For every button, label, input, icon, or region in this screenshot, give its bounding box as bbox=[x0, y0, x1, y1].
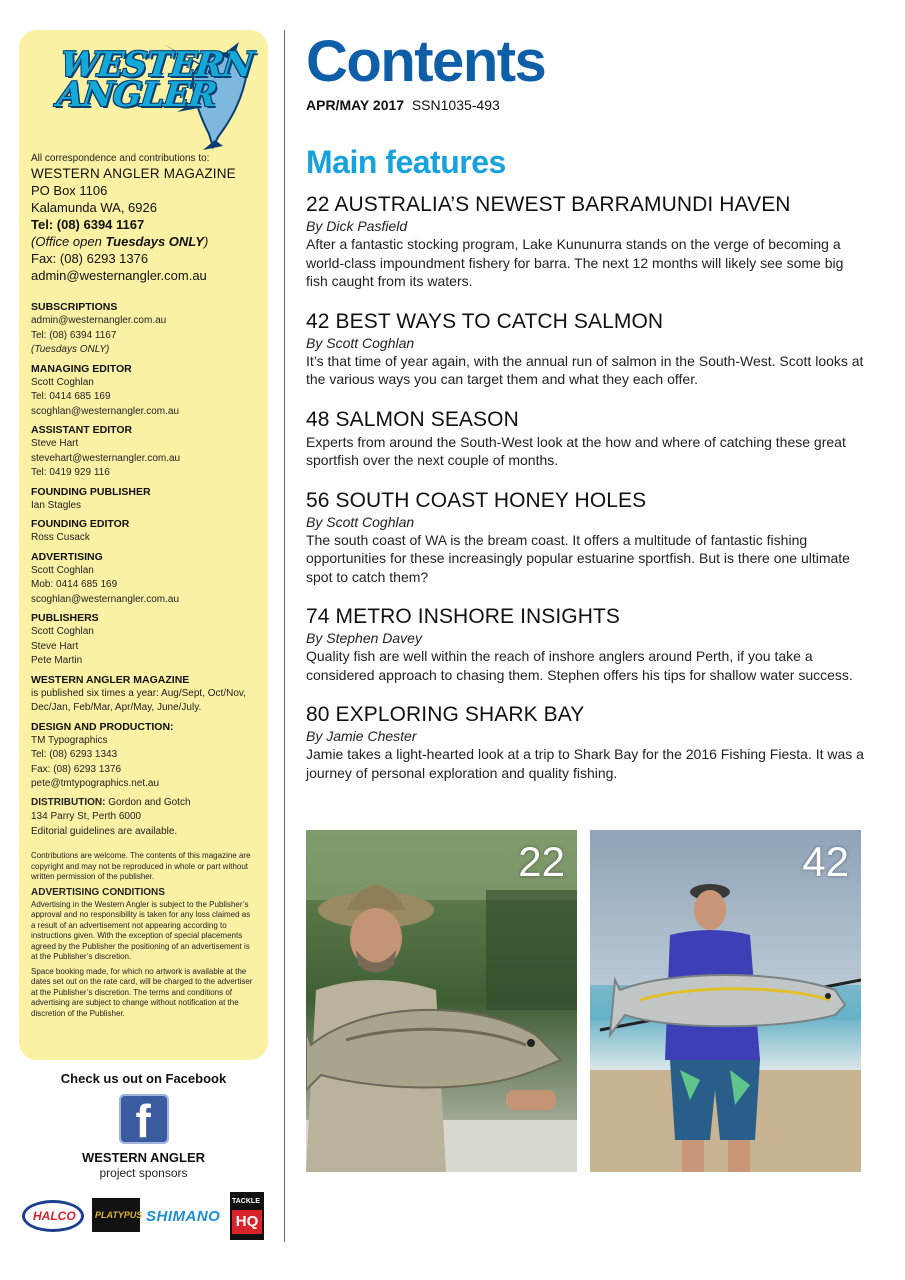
issue-line bbox=[306, 96, 866, 114]
article-item[interactable] bbox=[306, 407, 866, 470]
article-author: By Dick Pasfield bbox=[306, 218, 408, 234]
contents-main bbox=[306, 29, 866, 800]
article-item[interactable] bbox=[306, 309, 866, 389]
staff-heading: SUBSCRIPTIONS bbox=[31, 301, 118, 313]
page-title: Contents bbox=[306, 29, 546, 94]
staff-heading: WESTERN ANGLER MAGAZINE bbox=[31, 673, 190, 686]
staff-line: Scott Coghlan bbox=[31, 564, 94, 576]
staff-line[interactable]: scoghlan@westernangler.com.au bbox=[31, 405, 180, 417]
article-description: Experts from around the South-West look at the how and where of catching these great sportfish over the next couple of months. bbox=[306, 433, 846, 468]
staff-line: Tel: 0419 929 116 bbox=[31, 467, 110, 478]
article-title: 42 BEST WAYS TO CATCH SALMON bbox=[306, 309, 664, 333]
staff-section-assistant-editor bbox=[31, 423, 256, 481]
article-list bbox=[306, 192, 866, 782]
main-features-heading: Main features bbox=[306, 144, 506, 180]
staff-line: Tel: 0414 685 169 bbox=[31, 391, 111, 402]
column-divider bbox=[284, 30, 285, 1242]
ad-conditions-text: Advertising in the Western Angler is subject to the Publisher’s approval and no responsibility is taken for any loss claimed as a result of an advertisement not appearing according to instructions given. With the exception of special placements agreed by the Publisher the positioning of an advertisement is at the Publisher’s discretion. bbox=[31, 899, 251, 961]
halco-logo: HALCO bbox=[22, 1200, 84, 1232]
article-item[interactable] bbox=[306, 488, 866, 587]
staff-section-founding-editor bbox=[31, 517, 256, 546]
sponsors-subtitle: project sponsors bbox=[99, 1166, 188, 1180]
contact-block bbox=[31, 165, 256, 284]
staff-line: TM Typographics bbox=[31, 734, 108, 746]
staff-line: Tel: (08) 6394 1167 bbox=[31, 329, 117, 341]
article-description: Quality fish are well within the reach of inshore anglers around Perth, if you take a considered approach to chasing them. Stephen offers his tips for shallow water success. bbox=[306, 648, 853, 683]
staff-line: Ross Cusack bbox=[31, 532, 90, 543]
contact-email[interactable]: admin@westernangler.com.au bbox=[31, 268, 207, 283]
article-author: By Stephen Davey bbox=[306, 630, 422, 646]
staff-section-design bbox=[31, 720, 256, 792]
staff-line[interactable]: pete@tmtypographics.net.au bbox=[31, 778, 160, 789]
legal-notes bbox=[31, 851, 256, 1019]
article-description: The south coast of WA is the bream coast. It offers a multitude of fantastic fishing opportunities for these increasingly popular estuarine sportfish. But is there one ultimate spot to catch them? bbox=[306, 531, 850, 585]
space-booking-text: Space booking made, for which no artwork is available at the dates set out on the rate card, will be charged to the advertiser at the Publisher’s discretion. The terms and conditions of advertising are subject to change without notification at the discretion of the Publisher. bbox=[31, 966, 253, 1018]
shimano-logo: SHIMANO bbox=[146, 1208, 221, 1225]
staff-heading: FOUNDING PUBLISHER bbox=[31, 485, 151, 498]
staff-section-founding-publisher bbox=[31, 485, 256, 514]
article-title: 56 SOUTH COAST HONEY HOLES bbox=[306, 488, 647, 512]
staff-line[interactable]: scoghlan@westernangler.com.au bbox=[31, 593, 180, 605]
article-title: 74 METRO INSHORE INSIGHTS bbox=[306, 605, 621, 628]
staff-line: Fax: (08) 6293 1376 bbox=[31, 763, 122, 775]
staff-line: 134 Parry St, Perth 6000 bbox=[31, 811, 142, 822]
staff-line: Editorial guidelines are available. bbox=[31, 825, 178, 837]
staff-section-advertising bbox=[31, 550, 256, 608]
fax-number: Fax: (08) 6293 1376 bbox=[31, 251, 149, 266]
facebook-icon[interactable]: f bbox=[119, 1094, 169, 1144]
staff-line: (Tuesdays ONLY) bbox=[31, 344, 110, 355]
staff-line: Scott Coghlan bbox=[31, 376, 94, 388]
staff-heading: ASSISTANT EDITOR bbox=[31, 424, 133, 436]
office-hours: (Office open Tuesdays ONLY) bbox=[31, 234, 209, 249]
staff-directory bbox=[31, 300, 256, 839]
article-title: 80 EXPLORING SHARK BAY bbox=[306, 703, 585, 726]
contact-intro: All correspondence and contributions to: bbox=[31, 153, 210, 164]
city-address: Kalamunda WA, 6926 bbox=[31, 200, 157, 215]
article-author: By Jamie Chester bbox=[306, 728, 417, 744]
phone-number: Tel: (08) 6394 1167 bbox=[31, 217, 145, 232]
staff-section-publishers bbox=[31, 611, 256, 669]
issn: SSN1035-493 bbox=[411, 97, 500, 113]
sponsor-logos bbox=[20, 1192, 270, 1242]
article-title: 48 SALMON SEASON bbox=[306, 407, 519, 431]
photo-page-number: 22 bbox=[518, 838, 565, 885]
issue-date: APR/MAY 2017 bbox=[306, 97, 405, 113]
staff-line: Dec/Jan, Feb/Mar, Apr/May, June/July. bbox=[31, 702, 202, 713]
staff-section-distribution bbox=[31, 796, 256, 840]
po-box: PO Box 1106 bbox=[31, 183, 108, 198]
article-description: After a fantastic stocking program, Lake Kununurra stands on the verge of becoming a world-class impoundment fishery for barra. The next 12 months will likely see some big fish caught from its waters. bbox=[306, 236, 844, 289]
salmon-photo[interactable] bbox=[590, 830, 861, 1172]
article-item[interactable] bbox=[306, 192, 866, 291]
staff-line[interactable]: stevehart@westernangler.com.au bbox=[31, 452, 181, 464]
staff-heading: DESIGN AND PRODUCTION: bbox=[31, 720, 174, 733]
staff-line: Pete Martin bbox=[31, 655, 83, 666]
contributions-note: Contributions are welcome. The contents of this magazine are copyright and may not be reproduced in whole or part without written permission of the publisher. bbox=[31, 851, 251, 881]
staff-heading: ADVERTISING bbox=[31, 550, 103, 563]
staff-line: Steve Hart bbox=[31, 640, 79, 652]
photo-page-number: 42 bbox=[802, 838, 849, 885]
staff-section-schedule bbox=[31, 673, 256, 716]
masthead-sidebar bbox=[19, 30, 268, 1060]
article-item[interactable] bbox=[306, 604, 866, 684]
article-item[interactable] bbox=[306, 702, 866, 782]
article-author: By Scott Coghlan bbox=[306, 334, 415, 351]
logo-wordmark: WESTERN ANGLER bbox=[55, 45, 255, 115]
staff-line[interactable]: admin@westernangler.com.au bbox=[31, 315, 167, 326]
facebook-title: Check us out on Facebook bbox=[60, 1071, 227, 1086]
staff-line: Scott Coghlan bbox=[31, 626, 94, 637]
tackle-hq-logo: TACKLE HQ bbox=[230, 1192, 264, 1240]
staff-heading: PUBLISHERS bbox=[31, 612, 99, 624]
western-angler-logo bbox=[53, 42, 253, 150]
staff-line: Tel: (08) 6293 1343 bbox=[31, 749, 118, 760]
staff-section-managing-editor bbox=[31, 362, 256, 420]
magazine-name: WESTERN ANGLER MAGAZINE bbox=[31, 166, 236, 181]
facebook-promo bbox=[19, 1070, 268, 1181]
staff-line: Mob: 0414 685 169 bbox=[31, 579, 118, 590]
platypus-logo: PLATYPUS bbox=[92, 1198, 140, 1232]
article-author: By Scott Coghlan bbox=[306, 513, 415, 530]
staff-line: Ian Stagles bbox=[31, 499, 82, 511]
staff-heading: MANAGING EDITOR bbox=[31, 362, 132, 375]
sponsors-title: WESTERN ANGLER bbox=[81, 1150, 206, 1165]
staff-section-subscriptions bbox=[31, 300, 256, 358]
staff-line: is published six times a year: Aug/Sept, Oct/Nov, bbox=[31, 687, 246, 699]
distribution-line: DISTRIBUTION: Gordon and Gotch bbox=[31, 796, 191, 808]
staff-heading: FOUNDING EDITOR bbox=[31, 518, 130, 530]
ad-conditions-heading: ADVERTISING CONDITIONS bbox=[31, 886, 165, 898]
article-description: It’s that time of year again, with the annual run of salmon in the South-West. Scott looks at the various ways you can target them and what they each offer. bbox=[306, 352, 864, 387]
article-title: 22 AUSTRALIA’S NEWEST BARRAMUNDI HAVEN bbox=[306, 193, 791, 216]
article-description: Jamie takes a light-hearted look at a trip to Shark Bay for the 2016 Fishing Fiesta. It was a journey of personal exploration and quality fishing. bbox=[306, 746, 864, 781]
barramundi-photo[interactable] bbox=[306, 830, 577, 1172]
staff-line: Steve Hart bbox=[31, 438, 79, 449]
